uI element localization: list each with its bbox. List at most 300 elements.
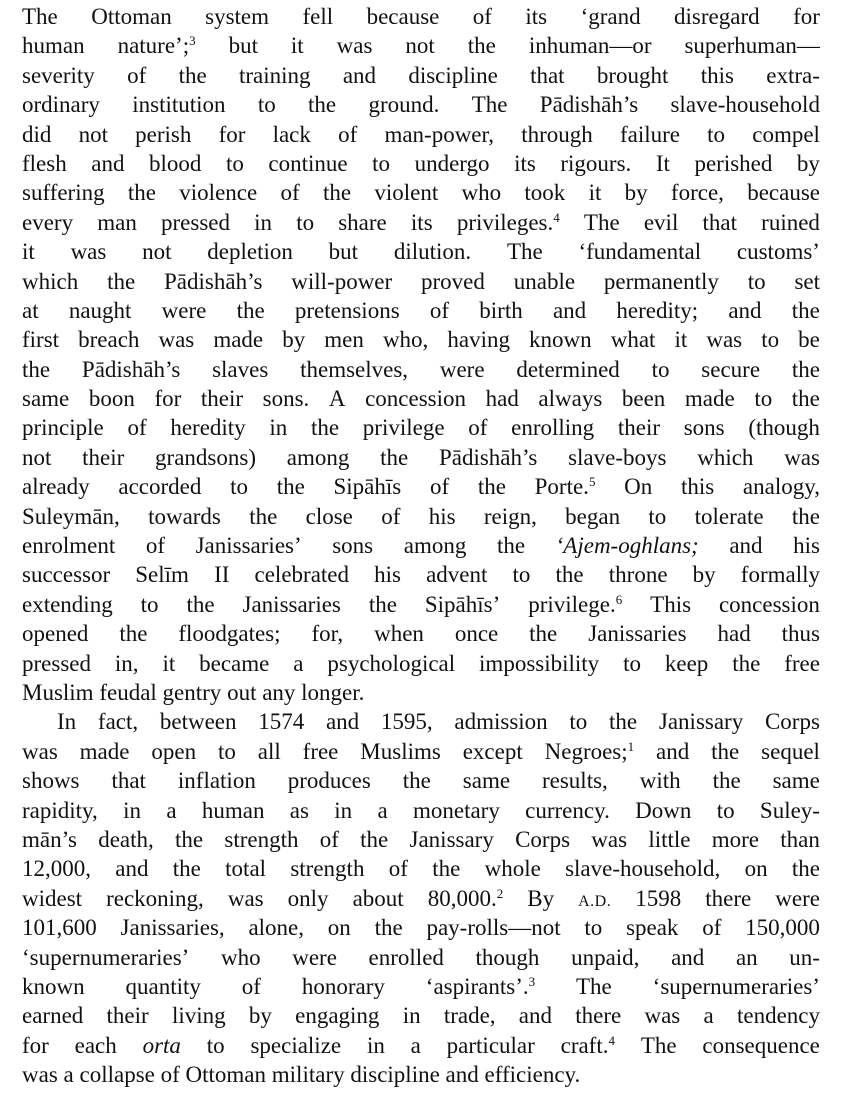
word bbox=[141, 590, 159, 619]
word bbox=[224, 825, 298, 854]
word bbox=[741, 560, 820, 589]
word bbox=[128, 178, 156, 207]
word-text: By bbox=[527, 885, 555, 911]
word-text: feudal bbox=[99, 679, 157, 705]
word-text: particular bbox=[446, 1032, 535, 1058]
word bbox=[213, 325, 263, 354]
word-text: discipline bbox=[408, 62, 498, 88]
word bbox=[626, 913, 678, 942]
word bbox=[624, 472, 652, 501]
word bbox=[300, 355, 408, 384]
word-text: earned bbox=[22, 1003, 84, 1029]
word-text: ruined bbox=[761, 209, 820, 235]
word bbox=[521, 120, 593, 149]
word-text: 1595, bbox=[380, 709, 433, 735]
word bbox=[118, 31, 196, 60]
word-text: though bbox=[475, 944, 540, 970]
footnote-ref: 4 bbox=[553, 209, 560, 225]
word bbox=[151, 737, 196, 766]
word bbox=[320, 825, 339, 854]
word bbox=[154, 384, 181, 413]
word-text: its bbox=[525, 4, 548, 29]
word bbox=[301, 678, 364, 707]
word-text: dilution. bbox=[393, 239, 472, 265]
word bbox=[369, 590, 397, 619]
word-text: results, bbox=[541, 768, 608, 794]
word-text: continue bbox=[268, 150, 348, 176]
text-line bbox=[22, 178, 820, 207]
word bbox=[383, 325, 428, 354]
word bbox=[394, 237, 471, 266]
word-text: not bbox=[142, 239, 172, 265]
word bbox=[219, 120, 246, 149]
word-text: Selīm bbox=[135, 562, 189, 588]
word bbox=[485, 854, 541, 883]
word bbox=[372, 149, 390, 178]
word-text: the bbox=[374, 915, 403, 941]
word bbox=[106, 884, 204, 913]
word-text: but bbox=[328, 239, 359, 265]
word-text: were bbox=[439, 356, 485, 382]
word bbox=[80, 737, 130, 766]
word-text: evil bbox=[643, 209, 679, 235]
word-text: keep bbox=[664, 650, 709, 676]
word-text: in bbox=[123, 797, 141, 823]
word-text: Janissaries’ bbox=[195, 533, 302, 559]
word-text: tolerate bbox=[694, 503, 764, 529]
word-text: floodgates; bbox=[178, 621, 281, 647]
word bbox=[64, 1060, 74, 1089]
word bbox=[457, 208, 560, 237]
word bbox=[571, 943, 639, 972]
word-text: rapidity, bbox=[22, 797, 98, 823]
word bbox=[671, 178, 724, 207]
word bbox=[479, 649, 599, 678]
word bbox=[565, 502, 620, 531]
word-text: been bbox=[621, 386, 666, 412]
word-text: it bbox=[674, 327, 688, 353]
text-line bbox=[22, 796, 820, 825]
word-text: the bbox=[127, 180, 157, 206]
word bbox=[578, 237, 701, 266]
word bbox=[329, 237, 358, 266]
word bbox=[255, 560, 349, 589]
word-text: had bbox=[485, 386, 519, 412]
word bbox=[311, 413, 339, 442]
word bbox=[561, 1031, 615, 1060]
word-text: in bbox=[402, 1003, 421, 1029]
word-text: birth bbox=[479, 297, 523, 323]
word-text: the bbox=[712, 768, 741, 794]
word bbox=[553, 296, 586, 325]
word-text: man bbox=[97, 209, 137, 235]
word-text: as bbox=[289, 797, 309, 823]
word bbox=[618, 413, 660, 442]
word bbox=[648, 825, 690, 854]
word-text: perish bbox=[135, 121, 192, 147]
word bbox=[69, 296, 132, 325]
word bbox=[656, 149, 670, 178]
word-text: with bbox=[639, 768, 681, 794]
word bbox=[760, 796, 820, 825]
word-text: ‘aspirants’. bbox=[425, 973, 529, 999]
word bbox=[368, 90, 439, 119]
word-text: his bbox=[793, 533, 820, 559]
word-text: sons bbox=[683, 415, 725, 441]
word-text: pay-rolls—not bbox=[426, 915, 561, 941]
word bbox=[22, 590, 113, 619]
word bbox=[79, 120, 108, 149]
word-text: to bbox=[648, 503, 667, 529]
word-text: through bbox=[521, 121, 593, 147]
word bbox=[158, 325, 194, 354]
word bbox=[732, 649, 760, 678]
word-text: was bbox=[336, 33, 373, 59]
word bbox=[155, 443, 256, 472]
word bbox=[589, 178, 602, 207]
word-text: were bbox=[161, 297, 207, 323]
word-text: the bbox=[791, 356, 820, 382]
word-text: II bbox=[214, 562, 230, 588]
word-text: shows bbox=[22, 768, 80, 794]
word-text: had bbox=[717, 621, 751, 647]
word bbox=[656, 737, 689, 766]
text-line bbox=[22, 707, 820, 736]
word bbox=[693, 560, 716, 589]
word-text: Down bbox=[635, 797, 692, 823]
word bbox=[681, 472, 714, 501]
word-text: to bbox=[747, 268, 766, 294]
word bbox=[178, 619, 280, 648]
word-text: share bbox=[338, 209, 387, 235]
word-text: lack bbox=[272, 121, 311, 147]
word bbox=[142, 237, 171, 266]
word-text: were bbox=[775, 885, 820, 911]
word-text: craft. bbox=[560, 1032, 609, 1058]
word-text: to bbox=[651, 356, 670, 382]
word-text: military bbox=[271, 1062, 345, 1088]
text-line bbox=[22, 766, 820, 795]
word bbox=[338, 120, 357, 149]
word-text: their bbox=[106, 1003, 149, 1029]
word bbox=[287, 443, 350, 472]
word-text: gentry bbox=[162, 679, 222, 705]
word bbox=[22, 678, 94, 707]
word bbox=[711, 737, 739, 766]
word-text: on bbox=[744, 856, 768, 882]
text-line bbox=[22, 384, 820, 413]
word bbox=[752, 120, 820, 149]
word-text: and bbox=[115, 856, 149, 882]
word bbox=[514, 267, 575, 296]
word bbox=[115, 649, 139, 678]
word bbox=[22, 178, 105, 207]
word-text: honorary bbox=[301, 973, 385, 999]
word-text: breach bbox=[78, 327, 140, 353]
word-text: monetary bbox=[412, 797, 500, 823]
word-text: for bbox=[22, 1032, 49, 1058]
word-text: and bbox=[671, 944, 705, 970]
word bbox=[22, 120, 51, 149]
word-text: towards bbox=[148, 503, 221, 529]
word bbox=[22, 355, 50, 384]
word-text: impossibility bbox=[479, 650, 600, 676]
word bbox=[288, 766, 371, 795]
word-text: Corps bbox=[515, 826, 571, 852]
word bbox=[530, 61, 565, 90]
word-text: the bbox=[310, 415, 340, 441]
word bbox=[798, 325, 820, 354]
word-text: currency. bbox=[525, 797, 610, 823]
word bbox=[652, 355, 670, 384]
word-text: the bbox=[467, 33, 496, 59]
word bbox=[22, 1001, 83, 1030]
word-text: advent bbox=[426, 562, 488, 588]
word bbox=[486, 384, 519, 413]
word-text: discipline bbox=[350, 1062, 440, 1088]
word-text: privilege. bbox=[528, 591, 616, 617]
word bbox=[404, 531, 467, 560]
word bbox=[609, 560, 668, 589]
word-text: Janissaries, bbox=[120, 915, 225, 941]
word bbox=[22, 884, 82, 913]
word-text: disregard bbox=[674, 4, 760, 29]
word-text: extending bbox=[22, 591, 113, 617]
word bbox=[98, 707, 138, 736]
word-text: the bbox=[119, 621, 148, 647]
word bbox=[748, 413, 820, 442]
word-text: collapse bbox=[79, 1062, 155, 1088]
word bbox=[329, 384, 346, 413]
word-text: ‘fundamental bbox=[578, 239, 702, 265]
word bbox=[214, 560, 229, 589]
word bbox=[560, 149, 631, 178]
word bbox=[377, 796, 387, 825]
word bbox=[747, 178, 820, 207]
word-text: nature’; bbox=[117, 33, 190, 59]
word bbox=[374, 619, 424, 648]
word-text: a bbox=[63, 1062, 74, 1088]
word-text: proved bbox=[421, 268, 485, 294]
word-text: its bbox=[410, 209, 433, 235]
word bbox=[22, 502, 120, 531]
word bbox=[792, 384, 820, 413]
word-text: of bbox=[429, 297, 450, 323]
word-text: 1598 bbox=[635, 885, 682, 911]
word-text: a bbox=[703, 1003, 714, 1029]
text-line bbox=[22, 502, 820, 531]
paragraph bbox=[22, 2, 820, 707]
word-text: naught bbox=[68, 297, 132, 323]
word-text: was bbox=[22, 738, 58, 764]
word bbox=[793, 531, 820, 560]
word bbox=[514, 149, 536, 178]
word-text: total bbox=[225, 856, 267, 882]
word-text: and bbox=[518, 1003, 553, 1029]
word bbox=[22, 1031, 49, 1060]
word-text: This bbox=[650, 591, 692, 617]
word bbox=[179, 178, 257, 207]
word bbox=[126, 972, 201, 1001]
word bbox=[334, 796, 352, 825]
word bbox=[295, 1001, 379, 1030]
word-text: same bbox=[462, 768, 511, 794]
word bbox=[403, 1001, 421, 1030]
word bbox=[529, 325, 592, 354]
word bbox=[455, 619, 498, 648]
word-text: unable bbox=[513, 268, 576, 294]
text-line bbox=[22, 560, 820, 589]
word-text: the bbox=[791, 386, 820, 412]
text-line bbox=[22, 678, 820, 707]
word bbox=[620, 120, 680, 149]
text-line bbox=[22, 649, 820, 678]
word bbox=[207, 1031, 225, 1060]
word bbox=[439, 443, 537, 472]
word bbox=[367, 2, 440, 31]
word-text: accorded bbox=[118, 474, 202, 500]
word-text: The bbox=[471, 92, 508, 118]
word bbox=[22, 413, 104, 442]
word-text: that bbox=[702, 209, 737, 235]
word bbox=[132, 90, 225, 119]
word-text: the bbox=[22, 356, 51, 382]
word-text: ‘supernumeraries’ bbox=[652, 973, 820, 999]
word-text: the bbox=[368, 591, 397, 617]
word-text: of bbox=[338, 121, 358, 147]
word-text: among bbox=[403, 533, 467, 559]
word bbox=[22, 237, 35, 266]
word bbox=[524, 178, 565, 207]
word bbox=[360, 737, 441, 766]
word-text: their bbox=[82, 444, 125, 470]
word-text: ground. bbox=[368, 92, 440, 118]
word bbox=[312, 619, 344, 648]
word-text: was bbox=[70, 239, 107, 265]
word bbox=[202, 796, 265, 825]
word bbox=[22, 31, 85, 60]
word bbox=[516, 355, 619, 384]
word bbox=[80, 1060, 155, 1089]
word bbox=[694, 149, 772, 178]
word-text: known bbox=[529, 327, 592, 353]
word-text: the bbox=[732, 650, 761, 676]
word-text: the bbox=[529, 621, 558, 647]
word-text: ‘grand bbox=[580, 4, 641, 29]
word-text: the bbox=[380, 444, 409, 470]
word bbox=[670, 90, 819, 119]
word bbox=[22, 796, 98, 825]
word bbox=[327, 649, 455, 678]
word-text: alone, bbox=[248, 915, 304, 941]
word-text: Porte. bbox=[534, 474, 589, 500]
word-text: slave-household, bbox=[565, 856, 721, 882]
word-text: and bbox=[325, 709, 360, 735]
word-text: made bbox=[79, 738, 130, 764]
word-text: to bbox=[206, 1032, 225, 1058]
word-text: customs’ bbox=[736, 239, 820, 265]
word-text: undergo bbox=[414, 150, 490, 176]
word-text: widest bbox=[22, 885, 83, 911]
word-text: Ottoman bbox=[185, 1062, 267, 1088]
word bbox=[718, 619, 751, 648]
word bbox=[648, 502, 666, 531]
word-text: was bbox=[22, 1062, 58, 1088]
word bbox=[291, 31, 304, 60]
word-text: heredity; bbox=[616, 297, 699, 323]
word bbox=[712, 825, 759, 854]
word bbox=[540, 90, 638, 119]
word-text: formally bbox=[740, 562, 820, 588]
word-text: the bbox=[791, 856, 820, 882]
footnote-ref: 2 bbox=[496, 885, 504, 901]
word bbox=[334, 472, 402, 501]
word bbox=[22, 619, 88, 648]
word bbox=[515, 825, 570, 854]
word bbox=[263, 384, 310, 413]
word-text: enrolment bbox=[22, 533, 116, 559]
word-text: rigours. bbox=[560, 150, 632, 176]
word-text: and bbox=[728, 297, 762, 323]
word bbox=[743, 472, 820, 501]
word-text: a bbox=[377, 797, 388, 823]
text-line bbox=[22, 619, 820, 648]
word bbox=[389, 854, 408, 883]
word-text: first bbox=[22, 327, 60, 353]
text-line bbox=[22, 267, 820, 296]
word bbox=[792, 296, 820, 325]
word-text: living bbox=[171, 1003, 226, 1029]
word bbox=[765, 707, 820, 736]
word bbox=[719, 590, 820, 619]
word-text: mān’s bbox=[22, 826, 77, 852]
word-text: in, bbox=[114, 650, 139, 676]
word-text: there bbox=[575, 1003, 622, 1029]
word-text: but bbox=[228, 33, 258, 59]
word bbox=[415, 149, 490, 178]
word-text: pretensions bbox=[294, 297, 400, 323]
word bbox=[644, 208, 679, 237]
word-text: sons. bbox=[262, 386, 310, 412]
word bbox=[97, 208, 137, 237]
word-text: of bbox=[127, 415, 147, 441]
word-text: to bbox=[584, 915, 603, 941]
word-text: by bbox=[796, 150, 820, 176]
word-text: Janissary bbox=[658, 709, 744, 735]
word-text: were bbox=[292, 944, 337, 970]
word-text: to bbox=[257, 92, 276, 118]
word bbox=[22, 443, 51, 472]
word-text: for bbox=[154, 386, 182, 412]
word bbox=[425, 590, 500, 619]
word bbox=[75, 1031, 117, 1060]
word-text: inhuman—or bbox=[528, 33, 652, 59]
word bbox=[737, 1001, 820, 1030]
word bbox=[326, 707, 359, 736]
word bbox=[569, 707, 587, 736]
word-text: will-power bbox=[291, 268, 393, 294]
word-text: this bbox=[700, 62, 734, 88]
word-text: and bbox=[656, 738, 690, 764]
word bbox=[462, 178, 502, 207]
word-text: human bbox=[22, 33, 85, 59]
word-text: it bbox=[290, 33, 304, 59]
word-text: admission bbox=[454, 709, 548, 735]
word bbox=[556, 560, 584, 589]
word bbox=[161, 208, 230, 237]
word-text: every bbox=[22, 209, 74, 235]
word-text: which bbox=[697, 444, 754, 470]
